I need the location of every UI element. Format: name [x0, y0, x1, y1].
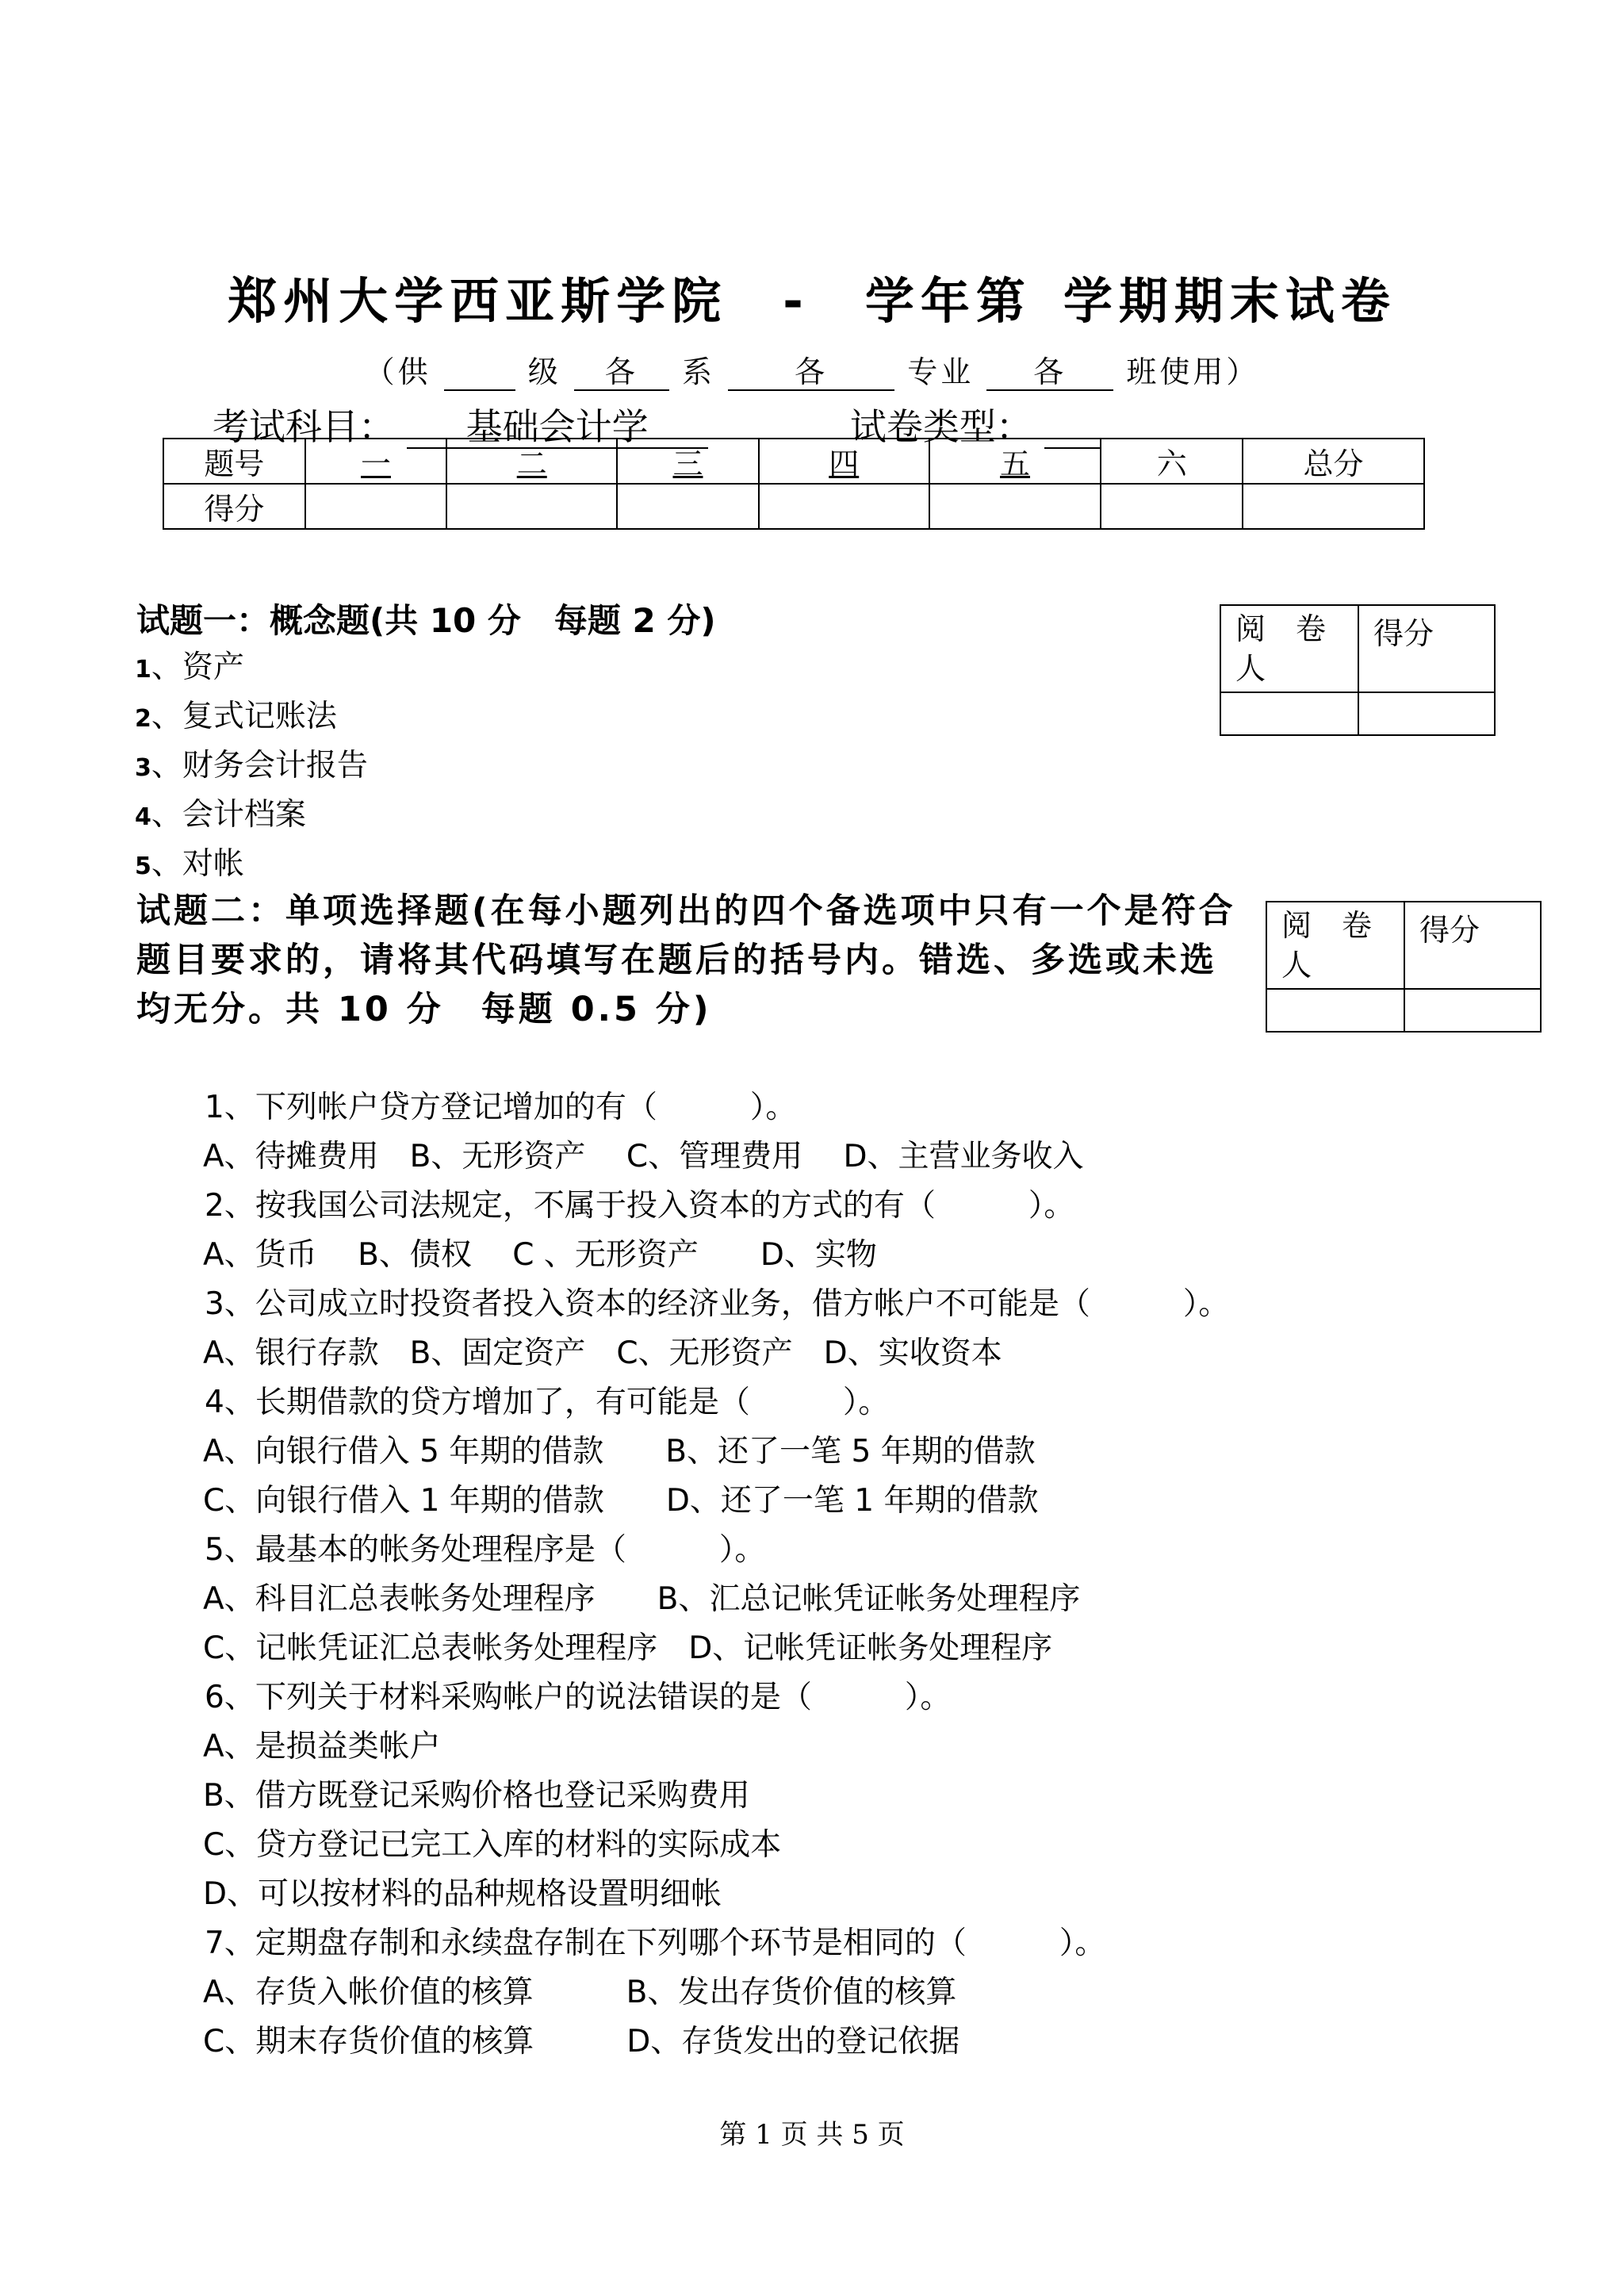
page-footer: 第 1 页 共 5 页: [719, 2119, 905, 2151]
col-5: 五: [929, 439, 1101, 484]
option-line: A、待摊费用 B、无形资产 C、管理费用 D、主营业务收入: [203, 1139, 1084, 1174]
paper-type-label: 试卷类型：: [849, 405, 1032, 448]
question-line: 5、最基本的帐务处理程序是（ ）。: [205, 1532, 766, 1568]
section1-item: 4、会计档案: [135, 797, 306, 833]
option-line: C、记帐凭证汇总表帐务处理程序 D、记帐凭证帐务处理程序: [203, 1630, 1053, 1666]
grade-blank: [444, 356, 515, 391]
title-dash: -: [783, 272, 810, 330]
option-line: A、存货入帐价值的核算 B、发出存货价值的核算: [203, 1975, 957, 2010]
title-year: 学年第: [864, 272, 1032, 330]
score-cell: [759, 484, 929, 529]
col-4: 四: [759, 439, 929, 484]
major-blank: 各: [728, 356, 894, 391]
section1-title: 试题一：概念题(共 10 分 每题 2 分): [136, 601, 716, 640]
class-blank: 各: [986, 356, 1113, 391]
reviewer-label: 阅 卷人: [1220, 605, 1358, 692]
question-line: 7、定期盘存制和永续盘存制在下列哪个环节是相同的（ ）。: [205, 1925, 1106, 1961]
section1-item: 2、复式记账法: [135, 699, 337, 734]
col-6: 六: [1101, 439, 1243, 484]
score-cell: [305, 484, 447, 529]
reviewer-label: 阅 卷人: [1266, 902, 1404, 989]
col-1: 一: [305, 439, 447, 484]
reviewer-blank: [1220, 692, 1358, 735]
option-line: A、货币 B、债权 C 、无形资产 D、实物: [203, 1237, 877, 1273]
score-table: [163, 438, 1425, 530]
option-line: D、可以按材料的品种规格设置明细帐: [203, 1876, 722, 1912]
reviewer-box-1: [1220, 604, 1496, 736]
reviewer-score-blank: [1404, 989, 1541, 1032]
score-cell: [446, 484, 617, 529]
question-line: 6、下列关于材料采购帐户的说法错误的是（ ）。: [205, 1680, 952, 1715]
option-line: C、期末存货价值的核算 D、存货发出的登记依据: [203, 2024, 960, 2059]
question-line: 1、下列帐户贷方登记增加的有（ ）。: [205, 1090, 797, 1125]
subject-label: 考试科目：: [213, 405, 395, 448]
title-term: 学期期末试卷: [1063, 272, 1396, 330]
reviewer-box-2: [1266, 901, 1542, 1033]
option-line: B、借方既登记采购价格也登记采购费用: [203, 1778, 750, 1814]
option-line: A、向银行借入 5 年期的借款 B、还了一笔 5 年期的借款: [203, 1434, 1036, 1469]
option-line: C、贷方登记已完工入库的材料的实际成本: [203, 1827, 782, 1863]
section1-item: 1、资产: [135, 649, 244, 685]
reviewer-score-label: 得分: [1404, 902, 1541, 989]
score-table-header-row: [163, 439, 1424, 484]
score-cell: [617, 484, 759, 529]
subject-value: 基础会计学: [407, 407, 708, 449]
usage-line: （供 级 各 系 各 专业 各 班使用）: [364, 354, 1260, 389]
question-line: 3、公司成立时投资者投入资本的经济业务，借方帐户不可能是（ ）。: [205, 1286, 1230, 1322]
option-line: C、向银行借入 1 年期的借款 D、还了一笔 1 年期的借款: [203, 1483, 1039, 1519]
section2-title: 试题二：单项选择题(在每小题列出的四个备选项中只有一个是符合题目要求的，请将其代码填写在题后的括号内。错选、多选或未选均无分。共 10 分 每题 0.5 分): [136, 891, 1236, 1029]
score-cell: [1101, 484, 1243, 529]
question-line: 4、长期借款的贷方增加了，有可能是（ ）。: [205, 1385, 890, 1420]
question-line: 2、按我国公司法规定，不属于投入资本的方式的有（ ）。: [205, 1188, 1075, 1224]
score-cell: [1243, 484, 1424, 529]
row-header-question-no: 题号: [163, 439, 305, 484]
title-school: 郑州大学西亚斯学院: [228, 272, 728, 330]
section1-item: 3、财务会计报告: [135, 748, 368, 784]
option-line: A、科目汇总表帐务处理程序 B、汇总记帐凭证帐务处理程序: [203, 1581, 1081, 1617]
col-2: 二: [446, 439, 617, 484]
exam-title: [0, 262, 1624, 332]
option-line: A、是损益类帐户: [203, 1729, 441, 1764]
dept-blank: 各: [574, 356, 669, 391]
col-total: 总分: [1243, 439, 1424, 484]
reviewer-score-label: 得分: [1358, 605, 1495, 692]
reviewer-blank: [1266, 989, 1404, 1032]
section1-item: 5、对帐: [135, 846, 244, 882]
row-header-score: 得分: [163, 484, 305, 529]
col-3: 三: [617, 439, 759, 484]
score-table-score-row: [163, 484, 1424, 529]
option-line: A、银行存款 B、固定资产 C、无形资产 D、实收资本: [203, 1335, 1002, 1371]
score-cell: [929, 484, 1101, 529]
reviewer-score-blank: [1358, 692, 1495, 735]
